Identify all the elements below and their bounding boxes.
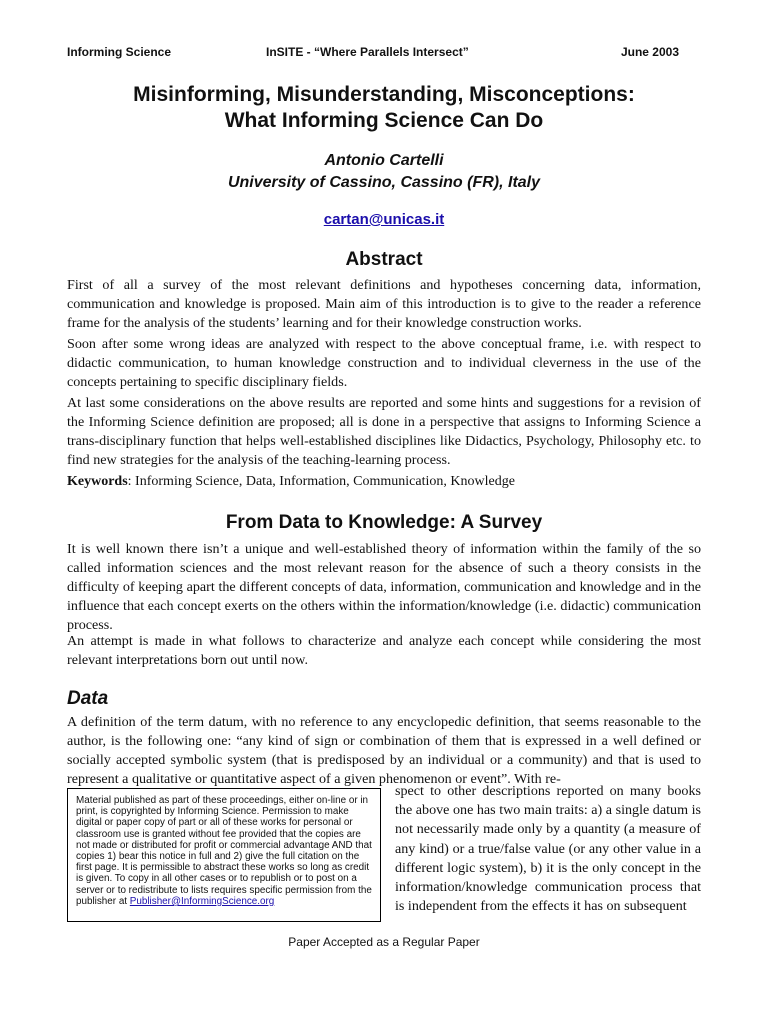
author-name: Antonio Cartelli bbox=[324, 152, 444, 169]
survey-paragraph-2: An attempt is made in what follows to characterize and analyze each concept while considering the most relevant interpretations born out until now. bbox=[67, 633, 701, 669]
author-email bbox=[0, 211, 768, 228]
copyright-notice bbox=[67, 788, 381, 922]
author-block bbox=[0, 150, 768, 194]
copyright-notice-text: Material published as part of these proceedings, either on-line or in print, is copyrighted by Informing Science. Permission to make digital or paper copy of part or all of these works for personal or classroom use is granted without fee provided that the copies are not made or distributed for profit or commercial advantage AND that copies 1) bear this notice in full and 2) give the full citation on the first page. It is permissible to abstract these works so long as credit is given. To copy in all other cases or to republish or to post on a server or to redistribute to lists requires specific permission from the publisher at bbox=[76, 795, 372, 907]
abstract-paragraph-3: At last some considerations on the above results are reported and some hints and suggestions for a revision of the Informing Science definition are proposed; all is done in a perspective that assigns to Informing Science a trans-disciplinary function that helps well-established disciplines like Didactics, Psychology, Philosophy etc. to find new strategies for the analysis of the teaching-learning process. bbox=[67, 395, 701, 469]
conference-name: InSITE - “Where Parallels Intersect” bbox=[266, 45, 469, 59]
paper-title-line-1: Misinforming, Misunderstanding, Misconceptions: bbox=[133, 83, 635, 106]
keywords-line bbox=[67, 472, 515, 491]
abstract-paragraph-1: First of all a survey of the most relevant definitions and hypotheses concerning data, information, communication and knowledge is proposed. Main aim of this introduction is to give to the reader a reference frame for the analysis of the students’ learning and for their knowledge construction works. bbox=[67, 277, 701, 332]
acceptance-footer: Paper Accepted as a Regular Paper bbox=[288, 935, 480, 949]
keywords-label: Keywords bbox=[67, 474, 128, 489]
abstract-paragraph-2: Soon after some wrong ideas are analyzed with respect to the above conceptual frame, i.e. with respect to didactic communication, to human knowledge construction and to individual cleverness in the use of the concepts pertaining to specific disciplinary fields. bbox=[67, 336, 701, 391]
email-link[interactable]: cartan@unicas.it bbox=[323, 211, 445, 228]
issue-date: June 2003 bbox=[620, 45, 679, 59]
data-paragraph: A definition of the term datum, with no reference to any encyclopedic definition, that seems reasonable to the author, is the following one: “any kind of sign or combination of them that is expressed in a well defined or socially accepted symbolic system (that is predisposed by an individual or a community) and that is used to represent a qualitative or quantitative aspect of a given phenomenon or event”. With re- bbox=[67, 714, 701, 788]
journal-name: Informing Science bbox=[67, 45, 172, 59]
publisher-email-link[interactable]: Publisher@InformingScience.org bbox=[129, 895, 275, 907]
author-affiliation: University of Cassino, Cassino (FR), Italy bbox=[227, 174, 541, 191]
data-heading: Data bbox=[67, 688, 109, 709]
paper-title bbox=[0, 82, 768, 134]
keywords-text: : Informing Science, Data, Information, Communication, Knowledge bbox=[127, 474, 515, 489]
survey-paragraph-1: It is well known there isn’t a unique and well-established theory of information within the family of the so called information sciences and the most relevant reason for the absence of such a theory consists in the difficulty of keeping apart the different concepts of data, information, communication and knowledge and in the influence that each concept exerts on the others within the information/knowledge (i.e. didactic) communication process. bbox=[67, 541, 701, 634]
data-paragraph-continuation: spect to other descriptions reported on many books the above one has two main traits: a) a single datum is not necessarily made only by a quantity (a measure of any kind) or a true/false value (or any other value in a different logic system), b) it is the only concept in the information/knowledge communication process that is independent from the effects it has on subsequent bbox=[395, 783, 701, 915]
paper-title-line-2: What Informing Science Can Do bbox=[224, 109, 544, 132]
running-header bbox=[67, 45, 679, 61]
survey-heading: From Data to Knowledge: A Survey bbox=[225, 512, 543, 533]
abstract-heading: Abstract bbox=[345, 249, 423, 270]
